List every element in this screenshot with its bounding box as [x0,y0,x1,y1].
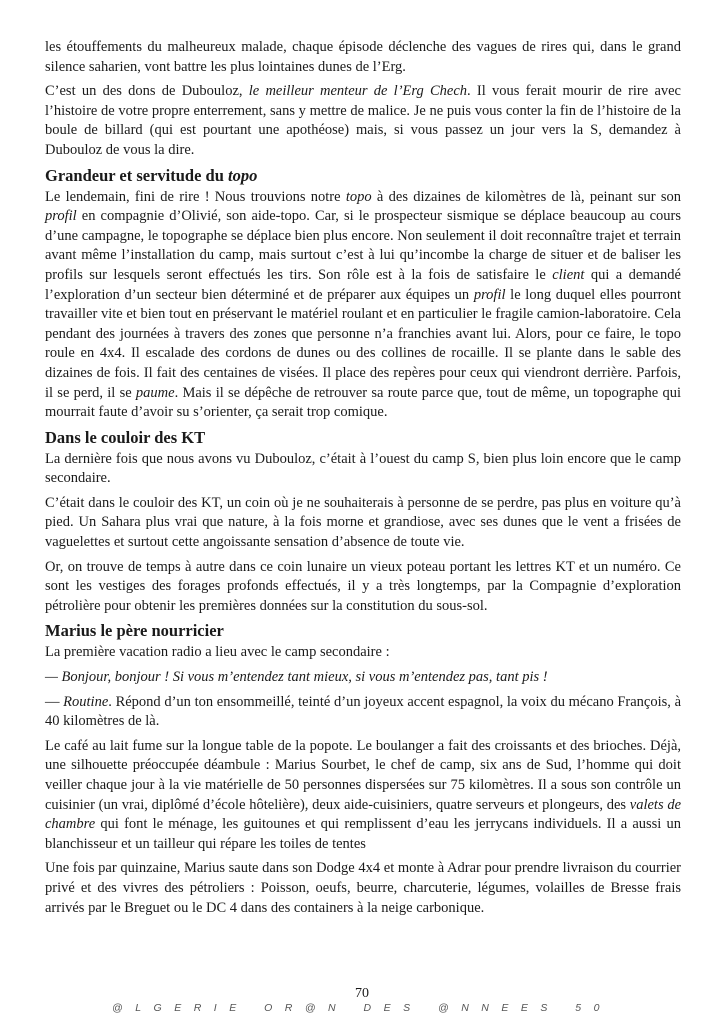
text-run: Or, on trouve de temps à autre dans ce coin lunaire un vieux poteau portant les lettres KT et un numéro. Ce sont les vestiges des forages profonds effectués, il y a très longtemps, par la Compagnie d’exploration pétrolière pour obtenir les premières données sur la constitution du sous-sol. [45,558,681,614]
text-run: . Répond d’un ton ensommeillé, teinté d’un joyeux accent espagnol, la voix du mécano François, à 40 kilomètres de là. [45,693,682,730]
text-run: Dans le couloir des KT [45,427,206,447]
text-run: Une fois par quinzaine, Marius saute dans son Dodge 4x4 et monte à Adrar pour prendre livraison du courrier privé et des vivres des pétroliers : Poisson, oeufs, beurre, charcuterie, légumes, volailles de Bresse frais arrivés par le Breguet ou le DC 4 dans des containers à la neige carbonique. [45,860,681,916]
paragraph [45,693,681,732]
paragraph [45,38,681,77]
italic-text-run: topo [228,165,258,185]
text-run: qui font le ménage, les guitounes et qui remplissent d’eau les jerrycans individuels. Il a aussi un blanchisseur et un tailleur qui répare les toiles de tentes [45,816,681,852]
paragraph [45,188,681,423]
italic-text-run: profil [45,208,77,225]
text-run: Le lendemain, fini de rire ! Nous trouvions notre [45,188,346,205]
italic-text-run: topo [345,188,372,205]
italic-text-run: profil [473,286,506,303]
text-run: qui a demandé l’exploration d’un secteur bien déterminé et de préparer aux équipes un [45,266,681,303]
page-number: 70 [355,986,369,1001]
text-run: C’est un des dons de Dubouloz, [45,83,249,100]
page-footer: @LGERIE OR@N DES @NNEES 50 [112,1002,612,1014]
text-run: les étouffements du malheureux malade, chaque épisode déclenche des vagues de rires qui, dans le grand silence saharien, vont battre les plus lointaines dunes de l’Erg. [45,39,681,75]
text-run: — [45,693,64,710]
italic-text-run: Routine [63,693,109,710]
section-heading [45,166,681,186]
text-run: La dernière fois que nous avons vu Dubouloz, c’était à l’ouest du camp S, bien plus loin encore que le camp secondaire. [45,450,681,487]
text-run: le long duquel elles pourront travailler vite et bien tout en préservant le matériel roulant et en particulier le fragile camion-laboratoire. Cela pendant des journées à travers des zones que personne n’a franchies avant lui. Alors, pour ce faire, le topo roule en 4x4. Il escalade des cordons de dunes ou des collines de rocaille. Il se plante dans le sable des dizaines de fois. Il fait des centaines de visées. Il place des repères pour ceux qui viendront derrière. Parfois, il se perd, il se [45,286,682,401]
text-run: La première vacation radio a lieu avec le camp secondaire : [45,644,390,661]
text-run: Grandeur et servitude du [45,165,229,185]
text-run: Le café au lait fume sur la longue table de la popote. Le boulanger a fait des croissants et des brioches. Déjà, une silhouette préoccupée déambule : Marius Sourbet, le chef de camp, six ans de Sud, l’homme qui doit veiller chaque jour à la vie matérielle de 50 personnes dispersées sur 75 kilomètres. Il a sous son contrôle un cuisinier (un vrai, diplômé d’école hôtelière), deux aide-cuisiniers, quatre serveurs et plongeurs, des [45,737,681,813]
paragraph [45,859,681,918]
text-run: à des dizaines de kilomètres de là, peinant sur son [371,188,681,205]
section-heading [45,428,681,448]
text-run: . Il vous ferait mourir de rire avec l’histoire de votre propre enterrement, sans y mettre de malice. Je ne puis vous conter la fin de l’histoire de la boule de billard (qui est pourtant une apothéose) mais, si vous passez un jour vers la S, demandez à Dubouloz de vous la dire. [45,83,681,158]
section-heading [45,621,681,641]
text-run: Marius le père nourricier [45,621,224,641]
italic-text-run: valets de chambre [45,796,682,833]
text-run: en compagnie d’Olivié, son aide-topo. Car, si le prospecteur sismique se déplace beaucoup au cours d’une campagne, le topographe se déplace bien plus encore. Non seulement il doit reconnaître trajet et terrain avant même l’installation du camp, mais surtout c’est à lui qu’incombe la charge de situer et de baliser les profils sur lesquels seront effectués les tirs. Son rôle est à la fois de satisfaire le [45,208,681,283]
italic-text-run: le meilleur menteur de l’Erg Chech [248,83,468,100]
paragraph [45,668,681,688]
text-run: C’était dans le couloir des KT, un coin où je ne souhaiterais à personne de se perdre, pas plus en voiture qu’à pied. Un Sahara plus vrai que nature, à la fois morne et grandiose, avec ses dunes que le vent a frisées de vaguelettes et surtout cette angoissante sensation d’absence de toute vie. [45,494,681,551]
paragraph [45,643,681,663]
text-run: . Mais il se dépêche de retrouver sa route parce que, tout de même, un topographe qui mourrait faute d’avoir su s’orienter, ça serait trop comique. [45,384,681,421]
paragraph [45,82,681,160]
italic-text-run: paume [135,384,175,401]
page-body [45,38,681,923]
italic-text-run: — Bonjour, bonjour ! Si vous m’entendez tant mieux, si vous m’entendez pas, tant pis ! [45,669,548,686]
paragraph [45,558,681,617]
italic-text-run: client [552,266,585,283]
paragraph [45,737,681,855]
paragraph [45,450,681,489]
paragraph [45,494,681,553]
